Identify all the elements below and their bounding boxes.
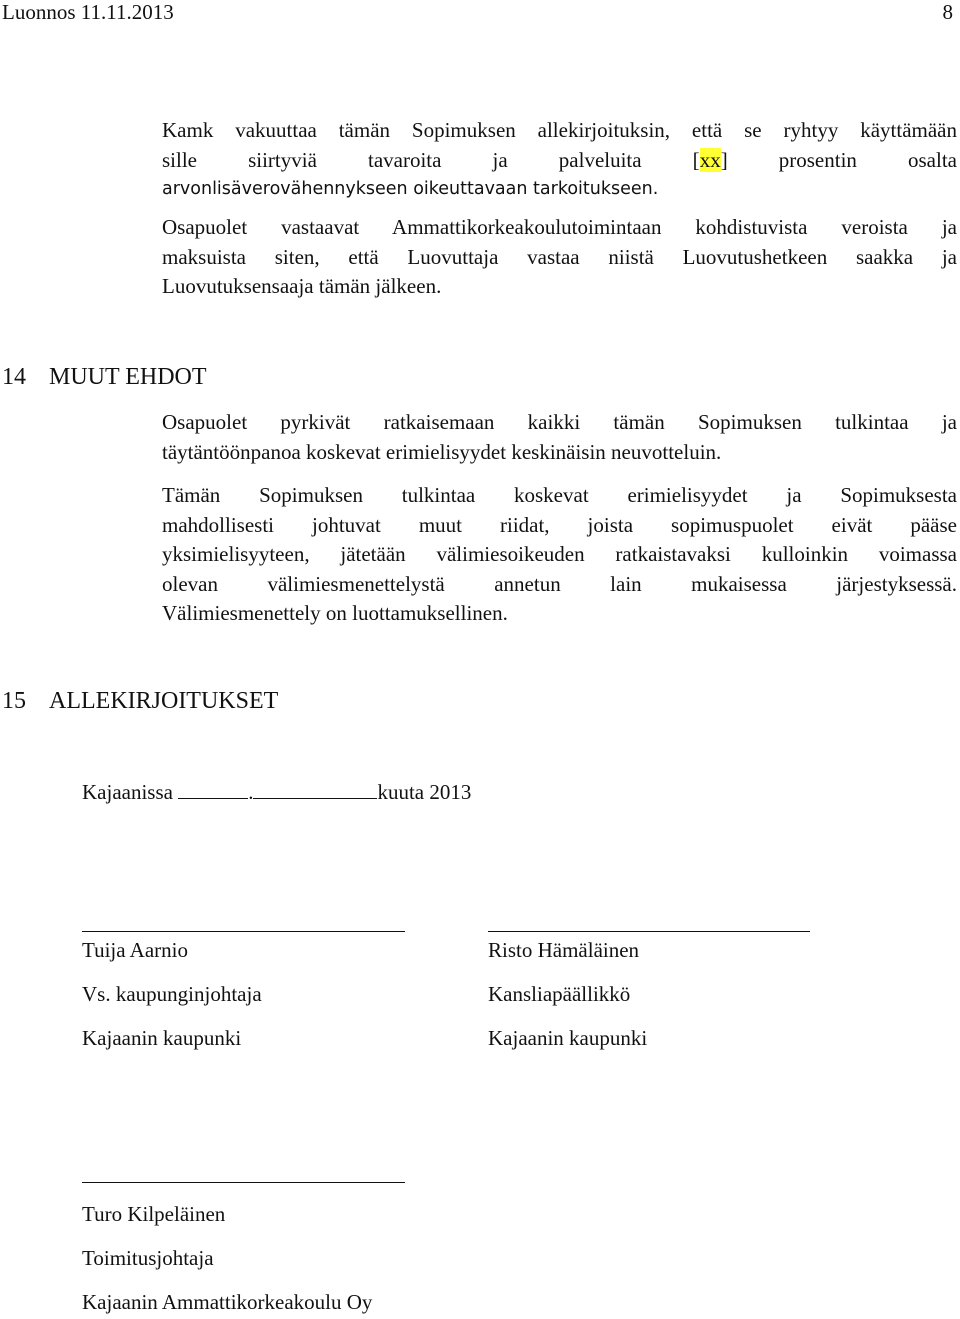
signature-line[interactable] <box>488 931 810 932</box>
signature-line[interactable] <box>82 1182 405 1183</box>
paragraph-text: sille siirtyviä tavaroita ja palveluita [ <box>162 147 700 172</box>
signatory-title: Vs. kaupunginjohtaja <box>82 982 262 1006</box>
signatory-organization: Kajaanin kaupunki <box>82 1026 242 1050</box>
paragraph-line: Osapuolet pyrkivät ratkaisemaan kaikki tämän Sopimuksen tulkintaa ja <box>162 410 957 434</box>
paragraph-line: Luovutuksensaaja tämän jälkeen. <box>162 274 442 298</box>
paragraph-line: olevan välimiesmenettelystä annetun lain mukaisessa järjestyksessä. <box>162 571 957 596</box>
highlighted-placeholder: xx <box>699 147 721 172</box>
day-blank-field[interactable] <box>178 776 248 799</box>
signatory-name: Tuija Aarnio <box>82 938 188 962</box>
place-date-line <box>82 776 471 807</box>
signatory-block <box>82 936 262 1053</box>
paragraph-negotiation <box>162 408 957 467</box>
paragraph-line: yksimielisyyteen, jätetään välimiesoikeuden ratkaistavaksi kulloinkin voimassa <box>162 542 957 566</box>
signatory-organization: Kajaanin kaupunki <box>488 1026 648 1050</box>
paragraph-line: täytäntöönpanoa koskevat erimielisyydet keskinäisin neuvotteluin. <box>162 439 722 464</box>
paragraph-text: ] prosentin osalta <box>720 147 957 172</box>
signatory-organization: Kajaanin Ammattikorkeakoulu Oy <box>82 1290 373 1314</box>
paragraph-line: mahdollisesti johtuvat muut riidat, joista sopimuspuolet eivät pääse <box>162 512 957 537</box>
section-number: 14 <box>2 364 26 390</box>
paragraph-line: Osapuolet vastaavat Ammattikorkeakoulutoimintaan kohdistuvista veroista ja <box>162 215 957 239</box>
paragraph-line: Kamk vakuuttaa tämän Sopimuksen allekirjoituksin, että se ryhtyy käyttämään <box>162 118 957 142</box>
section-title: ALLEKIRJOITUKSET <box>49 688 279 714</box>
page-number: 8 <box>942 0 953 24</box>
month-year-label: kuuta 2013 <box>377 780 472 804</box>
signatory-block <box>488 936 647 1053</box>
paragraph-arbitration <box>162 481 957 629</box>
paragraph-line: maksuista siten, että Luovuttaja vastaa niistä Luovutushetkeen saakka ja <box>162 244 957 269</box>
section-14-heading <box>2 362 207 392</box>
section-15-heading <box>2 686 278 716</box>
paragraph-line: Tämän Sopimuksen tulkintaa koskevat erimielisyydet ja Sopimuksesta <box>162 483 957 507</box>
date-separator: . <box>248 780 254 804</box>
place-label: Kajaanissa <box>82 780 173 804</box>
document-header-title: Luonnos 11.11.2013 <box>2 0 174 24</box>
section-number: 15 <box>2 688 26 714</box>
paragraph-taxes-and-fees <box>162 213 957 302</box>
signatory-name: Turo Kilpeläinen <box>82 1202 226 1226</box>
signatory-title: Toimitusjohtaja <box>82 1246 214 1270</box>
paragraph-line: arvonlisäverovähennykseen oikeuttavaan tarkoitukseen. <box>162 179 659 199</box>
signatory-title: Kansliapäällikkö <box>488 982 631 1006</box>
signature-line[interactable] <box>82 931 405 932</box>
paragraph-line <box>162 146 957 176</box>
paragraph-vat-deduction <box>162 116 957 205</box>
signatory-name: Risto Hämäläinen <box>488 938 640 962</box>
section-title: MUUT EHDOT <box>49 364 207 390</box>
month-blank-field[interactable] <box>253 776 377 799</box>
paragraph-line: Välimiesmenettely on luottamuksellinen. <box>162 601 508 625</box>
signatory-block <box>82 1200 372 1317</box>
